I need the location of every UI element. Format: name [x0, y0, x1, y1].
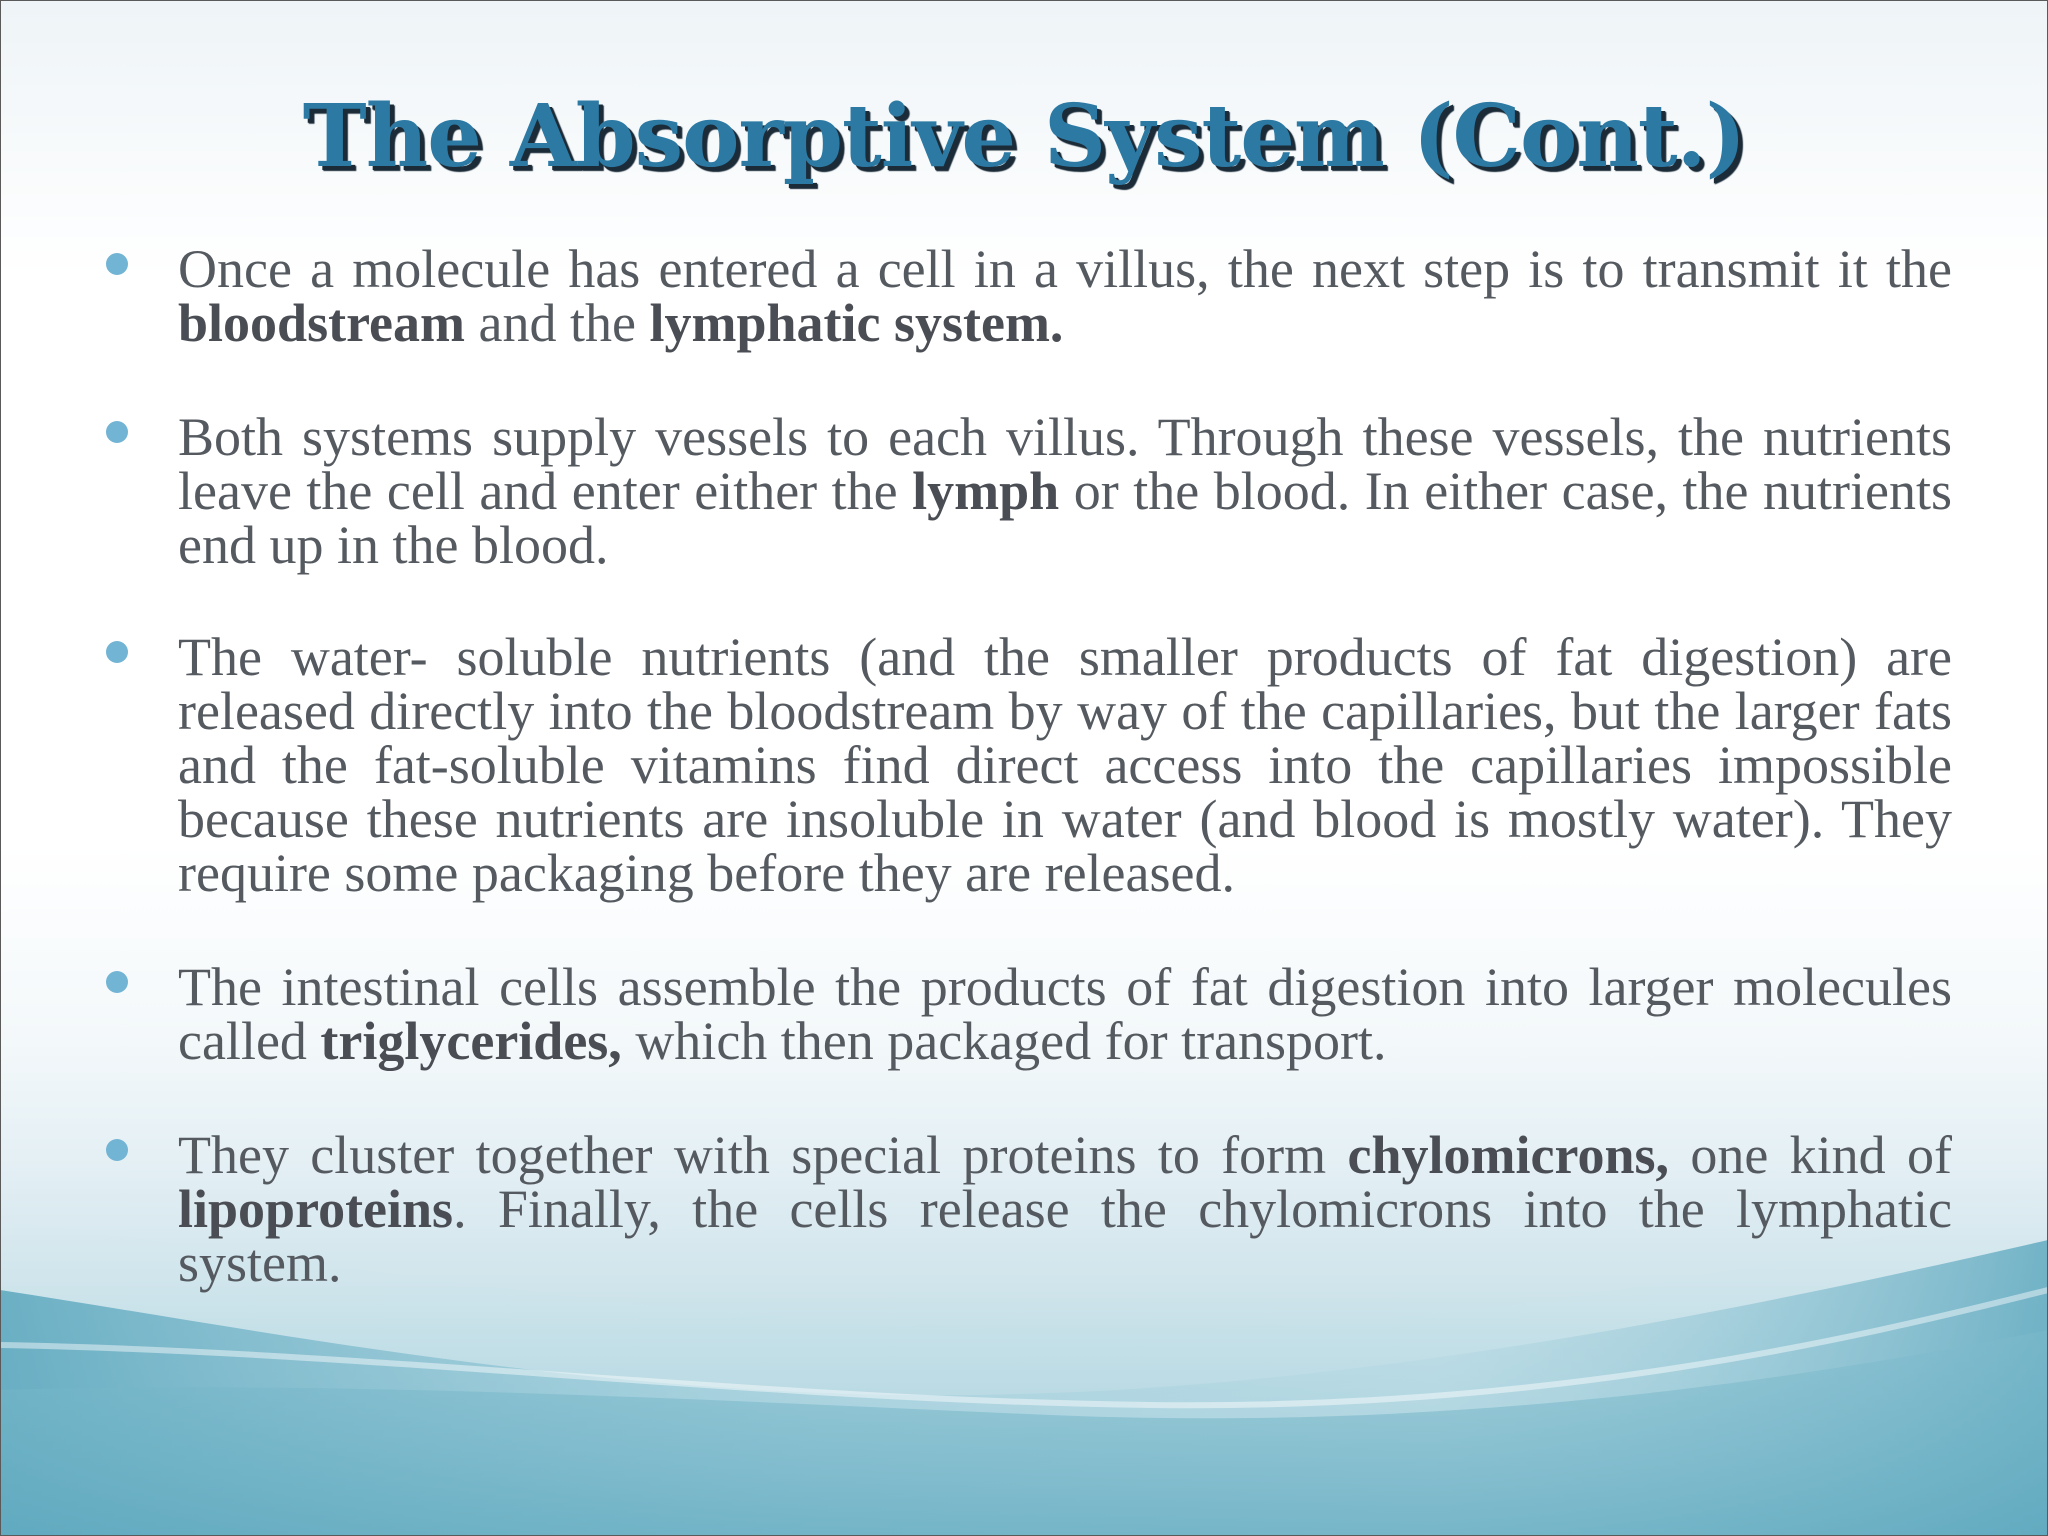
bullet-dot-icon: [106, 641, 128, 663]
bullet-text: Once a molecule has entered a cell in a villus, the next step is to transmit it the bloodstream and the lymphatic system.: [178, 239, 1952, 353]
bullet-dot-icon: [106, 971, 128, 993]
bullet-dot-icon: [106, 1139, 128, 1161]
slide-title: The Absorptive System (Cont.): [302, 86, 1746, 187]
bullet-text: The water- soluble nutrients (and the smaller products of fat digestion) are released directly into the bloodstream by way of the capillaries, but the larger fats and the fat-soluble vitamins find direct access into the capillaries impossible because these nutrients are insoluble in water (and blood is mostly water). They require some packaging before they are released.: [178, 627, 1952, 903]
bullet-dot-icon: [106, 253, 128, 275]
bullet-text: The intestinal cells assemble the products of fat digestion into larger molecules called triglycerides, which then packaged for transport.: [178, 957, 1952, 1071]
bullet-item: [178, 407, 1952, 575]
bullet-dot-icon: [106, 421, 128, 443]
bullet-item: [178, 957, 1952, 1071]
bullet-item: [178, 239, 1952, 353]
bullet-text: Both systems supply vessels to each villus. Through these vessels, the nutrients leave the cell and enter either the lymph or the blood. In either case, the nutrients end up in the blood.: [178, 407, 1952, 575]
bullet-item: [178, 1125, 1953, 1293]
bullet-item: [178, 627, 1952, 903]
bullet-text: They cluster together with special proteins to form chylomicrons, one kind of lipoproteins. Finally, the cells release the chylomicrons into the lymphatic system.: [178, 1125, 1953, 1293]
